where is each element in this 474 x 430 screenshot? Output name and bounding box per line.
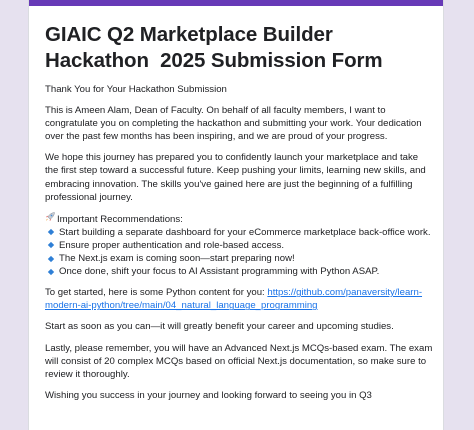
python-content-link[interactable]: https://github.com/panaversity/learn-modern-ai-python/tree/main/04_natural_language_programming bbox=[45, 287, 423, 312]
list-item: Ensure proper authentication and role-based access. bbox=[45, 239, 433, 252]
exam-paragraph: Lastly, please remember, you will have an Advanced Next.js MCQs-based exam. The exam will consist of 20 complex MCQs based on official Next.js documentation, so make sure to review it thoroughly. bbox=[45, 342, 433, 380]
form-description bbox=[45, 22, 433, 410]
closing-paragraph: Wishing you success in your journey and looking forward to seeing you in Q3 bbox=[45, 389, 372, 401]
python-paragraph bbox=[45, 286, 433, 312]
recommendations-heading-text: Important Recommendations: bbox=[57, 213, 183, 225]
diamond-bullet-icon bbox=[48, 268, 54, 274]
python-intro-text: To get started, here is some Python content for you: bbox=[45, 287, 268, 299]
list-item: Once done, shift your focus to AI Assistant programming with Python ASAP. bbox=[45, 265, 433, 278]
rocket-icon bbox=[45, 212, 57, 226]
form-accent-bar bbox=[29, 0, 443, 6]
list-item: Start building a separate dashboard for your eCommerce marketplace back-office work. bbox=[45, 226, 433, 239]
start-soon-paragraph: Start as soon as you can—it will greatly benefit your career and upcoming studies. bbox=[45, 321, 394, 333]
diamond-bullet-icon bbox=[48, 242, 54, 248]
intro-paragraph: This is Ameen Alam, Dean of Faculty. On behalf of all faculty members, I want to congratulate you on completing the hackathon and submitting your work. Your dedication over the past few months has been inspiring, and we are proud of your progress. bbox=[45, 105, 422, 143]
list-item: The Next.js exam is coming soon—start preparing now! bbox=[45, 252, 433, 265]
recommendations-heading bbox=[45, 212, 433, 226]
recommendations-list bbox=[45, 226, 433, 278]
thanks-text: Thank You for Your Hackathon Submission bbox=[45, 84, 227, 95]
form-header-card bbox=[28, 0, 444, 430]
diamond-bullet-icon bbox=[48, 255, 54, 261]
diamond-bullet-icon bbox=[48, 229, 54, 235]
hope-paragraph: We hope this journey has prepared you to confidently launch your marketplace and take the first step toward a successful future. Keep pushing your limits, learning new skills, and embracing innovation. The skills you've gained here are just the beginning of a fulfilling professional journey. bbox=[45, 152, 426, 203]
form-title: GIAIC Q2 Marketplace Builder Hackathon 2025 Submission Form bbox=[45, 23, 383, 72]
